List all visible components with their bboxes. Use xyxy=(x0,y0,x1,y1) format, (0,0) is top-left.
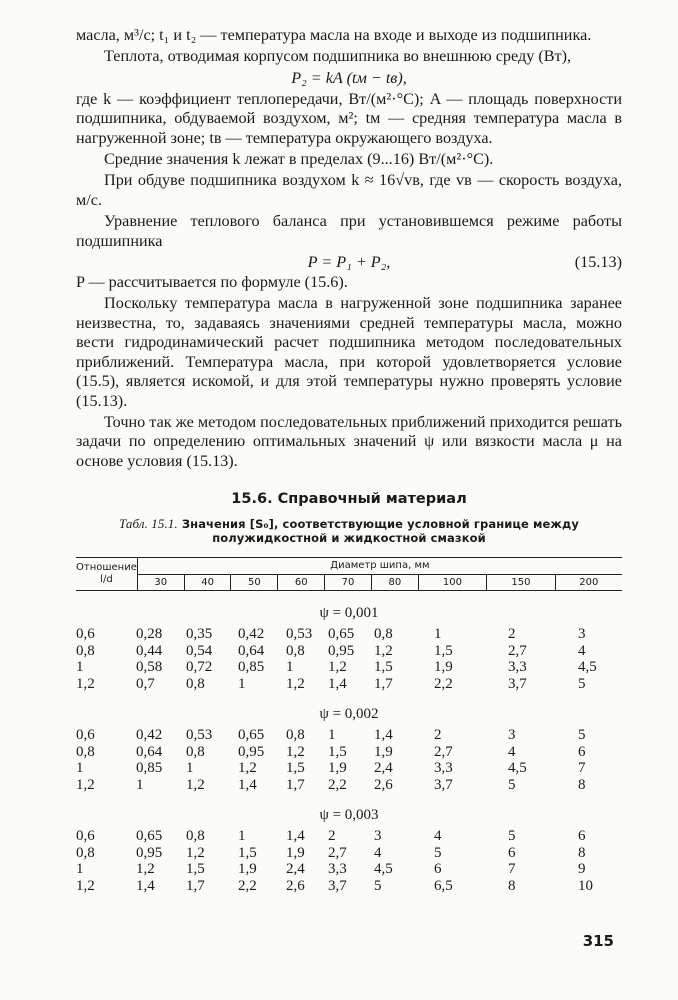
value-cell: 0,65 xyxy=(328,626,355,643)
value-cell: 1,2 xyxy=(286,675,305,692)
value-cell: 1,5 xyxy=(328,743,347,760)
header-ratio: Отношение l/d xyxy=(76,558,137,591)
value-cell: 0,8 xyxy=(374,626,393,643)
value-cell: 1,2 xyxy=(374,642,393,659)
table-caption xyxy=(76,517,622,545)
value-cell: 1,9 xyxy=(434,659,453,676)
value-cell: 1,7 xyxy=(186,877,205,894)
value-cell: 1,5 xyxy=(434,642,453,659)
table-body xyxy=(76,605,622,894)
value-cell: 4,5 xyxy=(578,659,597,676)
value-cell: 3,7 xyxy=(434,776,453,793)
paragraph-airflow: При обдуве подшипника воздухом k ≈ 16√vв, где vв — скорость воздуха, м/с. xyxy=(76,171,622,209)
value-cell: 1,7 xyxy=(286,776,305,793)
value-cell: 2,7 xyxy=(328,844,347,861)
value-cell: 4 xyxy=(508,743,516,760)
value-cell: 0,8 xyxy=(186,743,205,760)
value-cell: 1,4 xyxy=(328,675,347,692)
table-row xyxy=(76,744,622,761)
value-cell: 0,53 xyxy=(186,727,213,744)
value-cell: 1,2 xyxy=(286,743,305,760)
value-cell: 1,2 xyxy=(186,844,205,861)
table-row xyxy=(76,777,622,794)
header-diameter-cell: 40 xyxy=(184,574,231,591)
value-cell: 1,4 xyxy=(136,877,155,894)
value-cell: 2,4 xyxy=(374,760,393,777)
ratio-cell: 1 xyxy=(76,861,84,878)
psi-group-label: ψ = 0,003 xyxy=(319,807,379,824)
value-cell: 1,4 xyxy=(374,727,393,744)
value-cell: 8 xyxy=(578,776,586,793)
value-cell: 2 xyxy=(328,828,336,845)
ratio-cell: 1,2 xyxy=(76,675,95,692)
ratio-cell: 1,2 xyxy=(76,877,95,894)
formula-balance-row xyxy=(76,251,622,273)
ratio-cell: 1 xyxy=(76,760,84,777)
ratio-cell: 0,6 xyxy=(76,727,95,744)
header-diameter-cell: 80 xyxy=(371,574,418,591)
page-number: 315 xyxy=(582,932,614,950)
value-cell: 5 xyxy=(578,675,586,692)
value-cell: 7 xyxy=(508,861,516,878)
value-cell: 0,95 xyxy=(328,642,355,659)
value-cell: 3 xyxy=(374,828,382,845)
value-cell: 0,42 xyxy=(238,626,265,643)
table-row xyxy=(76,828,622,845)
value-cell: 8 xyxy=(508,877,516,894)
formula-balance: P = P₁ + P₂, xyxy=(307,253,391,272)
value-cell: 1 xyxy=(328,727,336,744)
header-diameter-cell: 30 xyxy=(137,574,184,591)
ratio-cell: 0,8 xyxy=(76,743,95,760)
header-diameter-cell: 50 xyxy=(231,574,278,591)
value-cell: 0,85 xyxy=(136,760,163,777)
value-cell: 8 xyxy=(578,844,586,861)
value-cell: 3,7 xyxy=(328,877,347,894)
value-cell: 2,2 xyxy=(434,675,453,692)
value-cell: 6 xyxy=(434,861,442,878)
value-cell: 0,35 xyxy=(186,626,213,643)
value-cell: 6,5 xyxy=(434,877,453,894)
table-row xyxy=(76,676,622,693)
ratio-cell: 0,8 xyxy=(76,844,95,861)
value-cell: 0,44 xyxy=(136,642,163,659)
value-cell: 6 xyxy=(508,844,516,861)
table-caption-text: Значения [S₀], соответствующие условной границе между полужидкостной и жидкостной смазкой xyxy=(181,517,579,546)
value-cell: 1 xyxy=(286,659,294,676)
header-diameter-cell: 150 xyxy=(487,574,555,591)
value-cell: 1,2 xyxy=(186,776,205,793)
value-cell: 1 xyxy=(136,776,144,793)
psi-group-label: ψ = 0,001 xyxy=(319,605,379,622)
value-cell: 0,8 xyxy=(186,675,205,692)
value-cell: 10 xyxy=(578,877,593,894)
value-cell: 0,72 xyxy=(186,659,213,676)
value-cell: 2 xyxy=(508,626,516,643)
section-title: 15.6. Справочный материал xyxy=(231,491,467,508)
value-cell: 0,53 xyxy=(286,626,313,643)
value-cell: 3,3 xyxy=(434,760,453,777)
value-cell: 7 xyxy=(578,760,586,777)
paragraph-k-range: Средние значения k лежат в пределах (9...16) Вт/(м²·°С). xyxy=(104,150,494,169)
value-cell: 1 xyxy=(238,675,246,692)
header-diameter: Диаметр шипа, мм xyxy=(137,558,622,575)
paragraph-definitions: где k — коэффициент теплопередачи, Вт/(м²·°С); A — площадь поверхности подшипника, обдуваемой воздухом, м²; tм — средняя температура масла в нагруженной зоне; tв — температура окружающего воздуха. xyxy=(76,89,622,147)
header-diameter-cell: 200 xyxy=(555,574,622,591)
value-cell: 4 xyxy=(374,844,382,861)
value-cell: 2,7 xyxy=(434,743,453,760)
ratio-cell: 1 xyxy=(76,659,84,676)
value-cell: 0,8 xyxy=(186,828,205,845)
value-cell: 1 xyxy=(238,828,246,845)
table-row xyxy=(76,878,622,895)
value-cell: 3,3 xyxy=(508,659,527,676)
ratio-cell: 1,2 xyxy=(76,776,95,793)
value-cell: 3 xyxy=(508,727,516,744)
value-cell: 0,8 xyxy=(286,642,305,659)
ratio-cell: 0,8 xyxy=(76,642,95,659)
value-cell: 1,5 xyxy=(186,861,205,878)
value-cell: 3,7 xyxy=(508,675,527,692)
value-cell: 5 xyxy=(508,828,516,845)
table-row xyxy=(76,861,622,878)
value-cell: 4 xyxy=(578,642,586,659)
value-cell: 3 xyxy=(578,626,586,643)
value-cell: 0,7 xyxy=(136,675,155,692)
psi-group-label: ψ = 0,002 xyxy=(319,706,379,723)
value-cell: 6 xyxy=(578,743,586,760)
value-cell: 0,42 xyxy=(136,727,163,744)
value-cell: 0,8 xyxy=(286,727,305,744)
value-cell: 1,9 xyxy=(374,743,393,760)
value-cell: 4,5 xyxy=(374,861,393,878)
value-cell: 2,4 xyxy=(286,861,305,878)
value-cell: 9 xyxy=(578,861,586,878)
value-cell: 0,65 xyxy=(136,828,163,845)
value-cell: 2 xyxy=(434,727,442,744)
value-cell: 2,2 xyxy=(238,877,257,894)
value-cell: 1,2 xyxy=(136,861,155,878)
table-row xyxy=(76,845,622,862)
paragraph-intro: масла, м³/с; t₁ и t₂ — температура масла на входе и выходе из подшипника. xyxy=(76,26,592,44)
ratio-cell: 0,6 xyxy=(76,626,95,643)
paragraph-balance: Уравнение теплового баланса при установившемся режиме работы подшипника xyxy=(76,212,622,250)
value-cell: 0,95 xyxy=(238,743,265,760)
header-diameter-row xyxy=(76,574,622,591)
value-cell: 0,64 xyxy=(238,642,265,659)
value-cell: 1,5 xyxy=(286,760,305,777)
formula-number: (15.13) xyxy=(574,253,622,272)
value-cell: 4,5 xyxy=(508,760,527,777)
value-cell: 1,2 xyxy=(328,659,347,676)
paragraph-optimal: Точно так же методом последовательных приближений приходится решать задачи по определению оптимальных значений ψ или вязкости масла μ на основе условия (15.13). xyxy=(76,412,622,470)
table-row xyxy=(76,659,622,676)
value-cell: 2,6 xyxy=(286,877,305,894)
value-cell: 1 xyxy=(186,760,194,777)
value-cell: 1,4 xyxy=(286,828,305,845)
value-cell: 0,64 xyxy=(136,743,163,760)
page-content xyxy=(76,26,622,894)
value-cell: 1,5 xyxy=(238,844,257,861)
ratio-cell: 0,6 xyxy=(76,828,95,845)
value-cell: 2,2 xyxy=(328,776,347,793)
value-cell: 5 xyxy=(578,727,586,744)
paragraph-iteration: Поскольку температура масла в нагруженной зоне подшипника заранее неизвестна, то, задаваясь значениями средней температуры масла, можно вести гидродинамический расчет подшипника методом последовательных приближений. Температура масла, при которой удовлетворяется условие (15.5), является искомой, и для этой температуры нужно проверять условие (15.13). xyxy=(76,294,622,410)
table-row xyxy=(76,760,622,777)
value-cell: 1,7 xyxy=(374,675,393,692)
value-cell: 6 xyxy=(578,828,586,845)
formula-p2: P₂ = kA (tм − tв), xyxy=(291,68,407,87)
value-cell: 1,9 xyxy=(328,760,347,777)
value-cell: 1,4 xyxy=(238,776,257,793)
value-cell: 2,6 xyxy=(374,776,393,793)
value-cell: 5 xyxy=(434,844,442,861)
table-row xyxy=(76,727,622,744)
table-caption-label: Табл. 15.1. xyxy=(119,516,178,532)
header-diameter-cell: 100 xyxy=(418,574,486,591)
value-cell: 0,58 xyxy=(136,659,163,676)
value-cell: 4 xyxy=(434,828,442,845)
header-diameter-cell: 60 xyxy=(278,574,325,591)
value-cell: 2,7 xyxy=(508,642,527,659)
value-cell: 0,95 xyxy=(136,844,163,861)
table-row xyxy=(76,643,622,660)
value-cell: 5 xyxy=(374,877,382,894)
value-cell: 5 xyxy=(508,776,516,793)
value-cell: 3,3 xyxy=(328,861,347,878)
value-cell: 0,28 xyxy=(136,626,163,643)
value-cell: 1,5 xyxy=(374,659,393,676)
value-cell: 0,54 xyxy=(186,642,213,659)
value-cell: 1 xyxy=(434,626,442,643)
header-diameter-cell: 70 xyxy=(325,574,372,591)
value-cell: 0,65 xyxy=(238,727,265,744)
table-header xyxy=(76,557,622,591)
value-cell: 1,2 xyxy=(238,760,257,777)
value-cell: 0,85 xyxy=(238,659,265,676)
paragraph-heat-housing: Теплота, отводимая корпусом подшипника во внешнюю среду (Вт), xyxy=(104,47,572,66)
table-row xyxy=(76,626,622,643)
value-cell: 1,9 xyxy=(238,861,257,878)
paragraph-p-calc: P — рассчитывается по формуле (15.6). xyxy=(76,273,348,292)
value-cell: 1,9 xyxy=(286,844,305,861)
